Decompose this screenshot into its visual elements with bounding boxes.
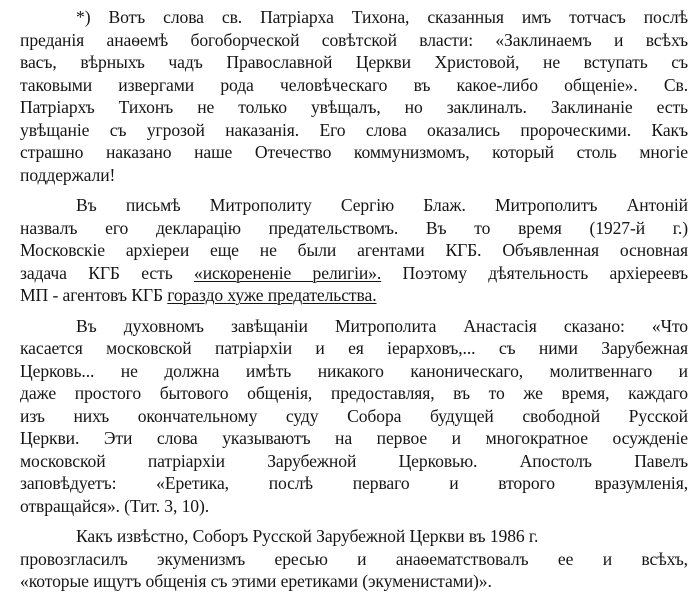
paragraph-council-1986 xyxy=(20,525,688,593)
text-segment: задача КГБ есть xyxy=(20,262,194,283)
text-line: Московскіе архіереи еще не были агентами КГБ. Объявленная основная xyxy=(20,240,688,260)
text-line: московской патріархіи Зарубежной Церковью. Апостолъ Павелъ xyxy=(20,450,688,471)
text-line xyxy=(20,284,688,307)
text-line: даже простого бытового общенія, предоставляя, въ то же время, каждаго xyxy=(20,383,688,403)
text-line: касается московской патріархіи и ея іерарховъ,... съ ними Зарубежная xyxy=(20,338,688,358)
text-line: изъ нихъ окончательному суду Собора будущей свободной Русской xyxy=(20,405,688,426)
text-line: *) Вотъ слова св. Патріарха Тихона, сказанныя имъ тотчасъ послѣ xyxy=(76,7,688,27)
text-line: Патріархъ Тихонъ не только увѣщалъ, но заклиналъ. Заклинаніе есть xyxy=(20,97,688,117)
text-line: Въ письмѣ Митрополиту Сергію Блаж. Митрополитъ Антоній xyxy=(76,195,688,215)
paragraph-metropolitan-anthony xyxy=(20,194,688,307)
text-segment: МП - агентовъ КГБ xyxy=(20,285,168,305)
text-line: провозгласилъ экуменизмъ ересью и анаѳематствовалъ ее и всѣхъ, xyxy=(20,548,688,569)
text-line: Какъ извѣстно, Соборъ Русской Зарубежной Церкви въ 1986 г. xyxy=(76,526,539,546)
text-line: преданія анаѳемѣ богоборческой совѣтской власти: «Заклинаемъ и всѣхъ xyxy=(20,29,688,50)
text-line: Церкви. Эти слова указываютъ на первое и многократное осужденіе xyxy=(20,428,688,448)
text-line: заповѣдуетъ: «Еретика, послѣ перваго и второго вразумленія, xyxy=(20,473,688,493)
underlined-phrase: гораздо хуже предательства. xyxy=(167,285,377,305)
paragraph-footnote-tikhon xyxy=(20,6,688,186)
text-line: увѣщаніе съ угрозой наказанія. Его слова оказались пророческими. Какъ xyxy=(20,119,688,140)
text-segment: Поэтому дѣятельность архіереевъ xyxy=(381,262,688,283)
text-line: страшно наказано наше Отечество коммунизмомъ, который столь многіе xyxy=(20,142,688,162)
paragraph-metropolitan-anastasy xyxy=(20,315,688,518)
text-line xyxy=(20,262,688,285)
underlined-phrase: «искорененіе религіи». xyxy=(194,262,382,283)
text-line: поддержали! xyxy=(20,164,116,185)
text-line: «которые ищутъ общенія съ этими еретиками (экуменистами)». xyxy=(20,571,492,591)
text-line: отвращайся». (Тит. 3, 10). xyxy=(20,495,210,516)
text-line: васъ, вѣрныхъ чадъ Православной Церкви Христовой, не вступать съ xyxy=(20,52,688,72)
text-line: Церковь... не должна имѣть никакого каноническаго, молитвеннаго и xyxy=(20,360,688,381)
text-line: назвалъ его декларацію предательствомъ. Въ то время (1927-й г.) xyxy=(20,217,688,238)
text-line: Въ духовномъ завѣщаніи Митрополита Анастасія сказано: «Что xyxy=(76,315,688,336)
text-line: таковыми извергами рода человѣческаго въ какое-либо общеніе». Св. xyxy=(20,74,688,95)
